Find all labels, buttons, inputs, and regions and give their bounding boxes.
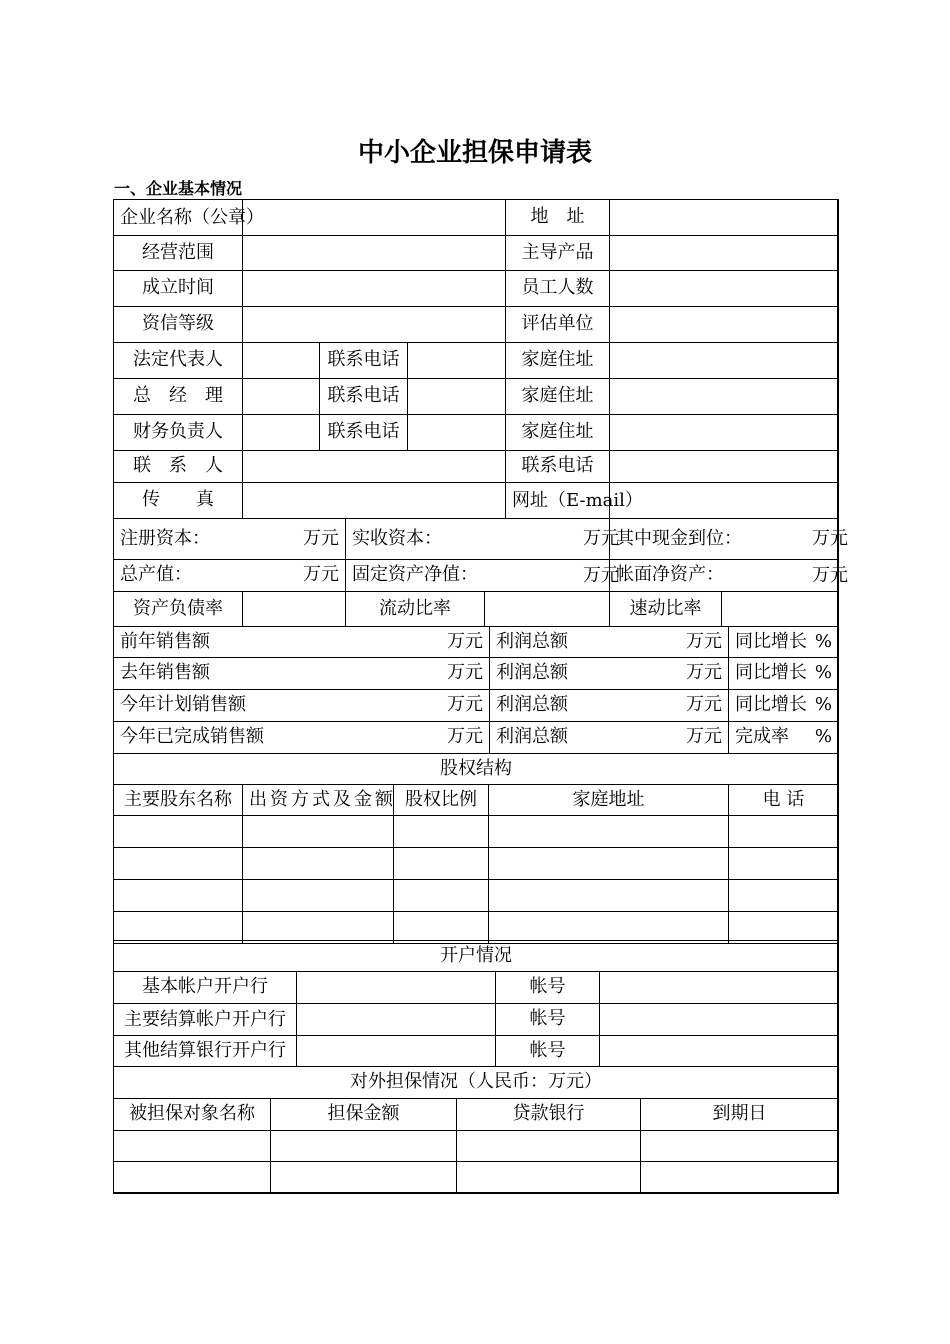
current-ratio-label: 流动比率: [346, 592, 485, 627]
guarantee-col-target: 被担保对象名称: [114, 1099, 271, 1131]
other-bank-label: 其他结算银行开户行: [114, 1036, 297, 1067]
table-row[interactable]: [114, 880, 243, 912]
finance-home-label: 家庭住址: [506, 415, 610, 451]
fax-field[interactable]: [243, 483, 506, 519]
total-output-unit: 万元: [303, 564, 339, 586]
ratio-table: [113, 591, 839, 627]
sales-unit: 万元: [447, 630, 483, 652]
growth-percent: %: [814, 662, 832, 684]
sales-unit: 万元: [447, 726, 483, 748]
table-cell[interactable]: [243, 848, 394, 880]
address-label: 地 址: [506, 200, 610, 236]
sales-row[interactable]: [114, 627, 490, 658]
table-row[interactable]: [114, 816, 243, 848]
sales-label: 今年已完成销售额: [120, 726, 264, 748]
equity-col-ratio: 股权比例: [394, 785, 489, 816]
basic-account-field[interactable]: [600, 972, 839, 1004]
profit-cell[interactable]: [490, 722, 729, 754]
main-product-field[interactable]: [610, 236, 839, 271]
table-cell[interactable]: [729, 912, 839, 944]
sales-row[interactable]: [114, 722, 490, 754]
legal-rep-field[interactable]: [243, 343, 320, 379]
employees-field[interactable]: [610, 271, 839, 307]
book-net-assets-cell[interactable]: [610, 560, 848, 592]
sales-unit: 万元: [447, 694, 483, 716]
growth-label: 同比增长: [735, 694, 807, 716]
sales-row[interactable]: [114, 658, 490, 690]
sales-unit: 万元: [447, 662, 483, 684]
completion-label: 完成率: [735, 726, 789, 748]
finance-phone-field[interactable]: [408, 415, 506, 451]
table-cell[interactable]: [271, 1162, 457, 1194]
paid-in-capital-cell[interactable]: [346, 519, 619, 560]
website-label: 网址（E-mail）: [506, 483, 610, 519]
main-account-field[interactable]: [600, 1004, 839, 1036]
table-cell[interactable]: [394, 912, 489, 944]
growth-cell[interactable]: [729, 658, 839, 690]
sales-label: 前年销售额: [120, 630, 210, 652]
general-manager-label: 总 经 理: [114, 379, 243, 415]
profit-cell[interactable]: [490, 658, 729, 690]
finance-head-field[interactable]: [243, 415, 320, 451]
table-row[interactable]: [114, 1162, 271, 1194]
established-label: 成立时间: [114, 271, 243, 307]
debt-ratio-label: 资产负债率: [114, 592, 243, 627]
main-product-label: 主导产品: [506, 236, 610, 271]
other-account-label: 帐号: [496, 1036, 600, 1067]
profit-unit: 万元: [686, 694, 722, 716]
capital-table: [113, 518, 848, 592]
general-manager-field[interactable]: [243, 379, 320, 415]
table-cell[interactable]: [641, 1131, 839, 1162]
growth-percent: %: [814, 694, 832, 716]
gm-home-field[interactable]: [610, 379, 839, 415]
cash-label: 其中现金到位：: [616, 527, 742, 549]
finance-phone-label: 联系电话: [320, 415, 408, 451]
quick-ratio-label: 速动比率: [610, 592, 722, 627]
gm-home-label: 家庭住址: [506, 379, 610, 415]
table-cell[interactable]: [394, 816, 489, 848]
legal-rep-phone-label: 联系电话: [320, 343, 408, 379]
other-account-field[interactable]: [600, 1036, 839, 1067]
table-row[interactable]: [114, 1131, 271, 1162]
table-cell[interactable]: [271, 1131, 457, 1162]
total-output-cell[interactable]: [114, 560, 346, 592]
fixed-assets-unit: 万元: [583, 564, 619, 586]
legal-rep-home-field[interactable]: [610, 343, 839, 379]
table-cell[interactable]: [489, 848, 729, 880]
profit-cell[interactable]: [490, 690, 729, 722]
table-cell[interactable]: [729, 880, 839, 912]
book-net-assets-label: 帐面净资产：: [616, 564, 724, 586]
equity-header: 股权结构: [114, 754, 839, 785]
profit-unit: 万元: [686, 630, 722, 652]
guarantee-col-amount: 担保金额: [271, 1099, 457, 1131]
finance-head-label: 财务负责人: [114, 415, 243, 451]
sales-label: 去年销售额: [120, 662, 210, 684]
fixed-assets-cell[interactable]: [346, 560, 619, 592]
registered-capital-unit: 万元: [303, 527, 339, 549]
company-name-label: 企业名称（公章）: [114, 200, 243, 236]
profit-unit: 万元: [686, 662, 722, 684]
table-cell[interactable]: [243, 912, 394, 944]
growth-label: 同比增长: [735, 630, 807, 652]
guarantee-header: 对外担保情况（人民币：万元）: [114, 1067, 839, 1099]
basic-bank-field[interactable]: [297, 972, 496, 1004]
completion-cell[interactable]: [729, 722, 839, 754]
book-net-assets-unit: 万元: [812, 564, 848, 586]
table-cell[interactable]: [729, 816, 839, 848]
sales-label: 今年计划销售额: [120, 694, 246, 716]
table-cell[interactable]: [394, 880, 489, 912]
profit-cell[interactable]: [490, 627, 729, 658]
table-row[interactable]: [114, 848, 243, 880]
table-cell[interactable]: [394, 848, 489, 880]
registered-capital-cell[interactable]: [114, 519, 346, 560]
contact-phone-label: 联系电话: [506, 451, 610, 483]
company-name-field[interactable]: [243, 200, 506, 236]
main-account-label: 帐号: [496, 1004, 600, 1036]
page-title: 中小企业担保申请表: [357, 138, 592, 168]
table-cell[interactable]: [243, 816, 394, 848]
basic-info-table: [113, 199, 839, 519]
gm-phone-field[interactable]: [408, 379, 506, 415]
credit-rating-field[interactable]: [243, 307, 506, 343]
profit-unit: 万元: [686, 726, 722, 748]
legal-rep-label: 法定代表人: [114, 343, 243, 379]
profit-label: 利润总额: [496, 662, 568, 684]
legal-rep-phone-field[interactable]: [408, 343, 506, 379]
equity-col-shareholder: 主要股东名称: [114, 785, 243, 816]
equity-col-phone: 电 话: [729, 785, 839, 816]
other-bank-field[interactable]: [297, 1036, 496, 1067]
profit-label: 利润总额: [496, 694, 568, 716]
contact-label: 联 系 人: [114, 451, 243, 483]
credit-rating-label: 资信等级: [114, 307, 243, 343]
table-cell[interactable]: [489, 816, 729, 848]
growth-cell[interactable]: [729, 627, 839, 658]
table-cell[interactable]: [457, 1162, 641, 1194]
profit-label: 利润总额: [496, 630, 568, 652]
sales-row[interactable]: [114, 690, 490, 722]
equity-col-contribution: 出资方式及金额: [243, 785, 394, 816]
accounts-header: 开户情况: [114, 941, 839, 972]
contact-field[interactable]: [243, 451, 506, 483]
growth-label: 同比增长: [735, 662, 807, 684]
gm-phone-label: 联系电话: [320, 379, 408, 415]
rating-agency-label: 评估单位: [506, 307, 610, 343]
growth-percent: %: [814, 630, 832, 652]
table-row[interactable]: [114, 912, 243, 944]
paid-in-capital-unit: 万元: [583, 528, 619, 549]
table-cell[interactable]: [729, 848, 839, 880]
accounts-table: [113, 940, 839, 1067]
business-scope-label: 经营范围: [114, 236, 243, 271]
guarantee-col-bank: 贷款银行: [457, 1099, 641, 1131]
sales-table: [113, 626, 839, 754]
basic-bank-label: 基本帐户开户行: [114, 972, 297, 1004]
quick-ratio-field[interactable]: [722, 592, 839, 627]
basic-account-label: 帐号: [496, 972, 600, 1004]
guarantee-col-due: 到期日: [641, 1099, 839, 1131]
table-cell[interactable]: [489, 912, 729, 944]
table-cell[interactable]: [243, 880, 394, 912]
equity-table: [113, 753, 839, 944]
established-field[interactable]: [243, 271, 506, 307]
current-ratio-field[interactable]: [485, 592, 610, 627]
total-output-label: 总产值：: [120, 564, 192, 586]
registered-capital-label: 注册资本：: [120, 527, 210, 549]
table-cell[interactable]: [489, 880, 729, 912]
cash-unit: 万元: [812, 528, 848, 549]
completion-percent: %: [814, 726, 832, 748]
business-scope-field[interactable]: [243, 236, 506, 271]
address-field[interactable]: [610, 200, 839, 236]
debt-ratio-field[interactable]: [243, 592, 346, 627]
table-cell[interactable]: [641, 1162, 839, 1194]
legal-rep-home-label: 家庭住址: [506, 343, 610, 379]
finance-home-field[interactable]: [610, 415, 839, 451]
cash-cell[interactable]: [610, 519, 848, 560]
growth-cell[interactable]: [729, 690, 839, 722]
contact-phone-field[interactable]: [610, 451, 839, 483]
fax-label: 传 真: [114, 483, 243, 519]
main-bank-field[interactable]: [297, 1004, 496, 1036]
section-heading: 一、企业基本情况: [114, 179, 243, 198]
rating-agency-field[interactable]: [610, 307, 839, 343]
equity-col-address: 家庭地址: [489, 785, 729, 816]
paid-in-capital-label: 实收资本：: [352, 527, 442, 549]
fixed-assets-label: 固定资产净值：: [352, 564, 478, 586]
website-field[interactable]: [610, 483, 839, 519]
profit-label: 利润总额: [496, 726, 568, 748]
table-cell[interactable]: [457, 1131, 641, 1162]
main-bank-label: 主要结算帐户开户行: [114, 1004, 297, 1036]
employees-label: 员工人数: [506, 271, 610, 307]
guarantee-table: [113, 1066, 839, 1194]
